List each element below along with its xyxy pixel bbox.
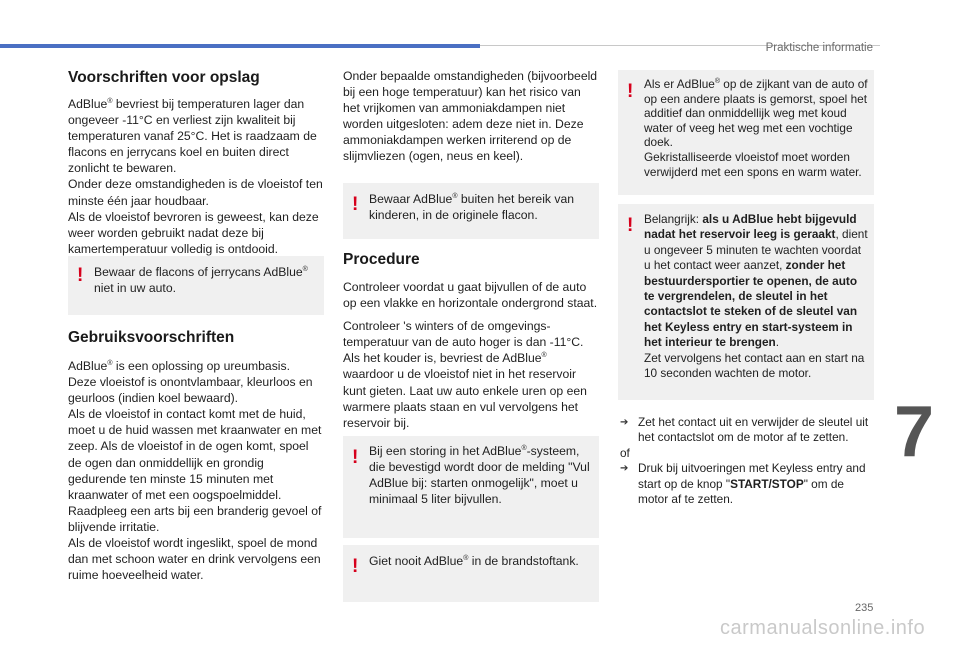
storage-paragraph: AdBlue® bevriest bij temperaturen lager dan ongeveer -11°C en verliest zijn kwaliteit bij temperaturen vanaf 25°C. Het is raadzaam de flacons en jerrycans koel en buiten direct zonlicht te bewaren.: [68, 97, 317, 176]
usage-paragraph-2: Deze vloeistof is onontvlambaar, kleurloos en geurloos (indien koel bewaard).: [68, 375, 313, 406]
storage-heading: Voorschriften voor opslag: [68, 69, 260, 86]
usage-section: [68, 328, 324, 583]
warning-box-children: [343, 183, 599, 239]
steps-section: [620, 415, 874, 507]
warning-icon: !: [77, 265, 84, 286]
warning-icon: !: [352, 447, 359, 468]
header-accent-bar: [0, 44, 480, 48]
warning-text: Bij een storing in het AdBlue®-systeem, die bevestigd wordt door de melding "Vul AdBlue bij: starten onmogelijk", moet u minimaal 5 liter bijvullen.: [369, 444, 590, 507]
arrow-icon: ➔: [620, 417, 629, 428]
warning-box-spill: [618, 70, 874, 195]
usage-paragraph-4: Als de vloeistof wordt ingeslikt, spoel de mond dan met schoon water en drink vervolgens een ruime hoeveelheid water.: [68, 536, 321, 583]
or-separator: of: [620, 445, 630, 460]
procedure-heading: Procedure: [343, 251, 420, 268]
warning-box-fault: [343, 436, 599, 538]
section-title: Praktische informatie: [765, 42, 873, 54]
usage-paragraph: AdBlue® is een oplossing op ureumbasis.: [68, 359, 290, 373]
usage-heading: Gebruiksvoorschriften: [68, 329, 235, 346]
chapter-number: 7: [894, 392, 935, 472]
warning-text: Als er AdBlue® op de zijkant van de auto of op een andere plaats is gemorst, spoel het additief dan onmiddellijk weg met koud water of veeg het weg met een vochtige doek. Gekristalliseerde vloeistof moet worden verwijderd met een spons en warm water.: [644, 77, 868, 179]
ammonia-paragraph: Onder bepaalde omstandigheden (bijvoorbeeld bij een hoge temperatuur) kan het risico van het vrijkomen van ammoniakdampen niet worden uitgesloten: adem deze niet in. Deze ammoniakdampen werken irriterend op de slijmvliezen (ogen, neus en keel).: [343, 69, 598, 164]
step-item: ➔ Druk bij uitvoeringen met Keyless entry and start op de knop "START/STOP" om de motor af te zetten.: [620, 461, 866, 507]
arrow-icon: ➔: [620, 463, 629, 475]
usage-paragraph-3: Als de vloeistof in contact komt met de huid, moet u de huid wassen met kraanwater en met zeep. Als de vloeistof in de ogen komt, spoel de ogen dan onmiddellijk en grondig gedurende ten minste 15 minuten met kraanwater of met een oogspoelmiddel. Raadpleeg een arts bij een branderig gevoel of blijvende irritatie.: [68, 407, 322, 534]
warning-icon: !: [627, 215, 634, 236]
watermark: carmanualsonline.info: [720, 617, 926, 639]
warning-icon: !: [352, 194, 359, 215]
warning-box-storage: [68, 256, 324, 315]
warning-box-important: [618, 204, 874, 400]
column-2: [343, 68, 599, 165]
storage-paragraph-3: Als de vloeistof bevroren is geweest, kan deze weer worden gebruikt nadat deze bij kamertemperatuur volledig is ontdooid.: [68, 209, 319, 256]
warning-text: Giet nooit AdBlue® in de brandstoftank.: [369, 554, 579, 568]
warning-text: Bewaar de flacons of jerrycans AdBlue® niet in uw auto.: [94, 265, 308, 296]
warning-icon: !: [352, 556, 359, 577]
storage-paragraph-2: Onder deze omstandigheden is de vloeistof ten minste één jaar houdbaar.: [68, 177, 323, 208]
procedure-paragraph: Controleer voordat u gaat bijvullen of de auto op een vlakke en horizontale ondergrond staat.: [343, 280, 598, 311]
procedure-paragraph-2: Controleer 's winters of de omgevings-temperatuur van de auto hoger is dan -11°C. Als het kouder is, bevriest de AdBlue® waardoor u de vloeistof niet in het reservoir kunt gieten. Laat uw auto enkele uren op een warmere plaats staan en vul vervolgens het reservoir bij.: [343, 319, 587, 430]
warning-text: Belangrijk: als u AdBlue hebt bijgevuld nadat het reservoir leeg is geraakt, dient u ongeveer 5 minuten te wachten voordat u het contact weer aanzet, zonder het bestuurdersportier te openen, de auto te vergrendelen, de sleutel in het contactslot te steken of de sleutel van het Keyless entry en start-systeem in het interieur te brengen. Zet vervolgens het contact aan en start na 10 seconden wachten de motor.: [644, 212, 868, 381]
page-number: 235: [855, 602, 874, 614]
step-item: ➔ Zet het contact uit en verwijder de sleutel uit het contactslot om de motor af te zetten.: [620, 415, 869, 445]
warning-text: Bewaar AdBlue® buiten het bereik van kinderen, in de originele flacon.: [369, 192, 575, 223]
column-1: [68, 68, 324, 257]
warning-icon: !: [627, 81, 634, 102]
procedure-section: [343, 250, 599, 431]
warning-box-fuel-tank: [343, 545, 599, 602]
